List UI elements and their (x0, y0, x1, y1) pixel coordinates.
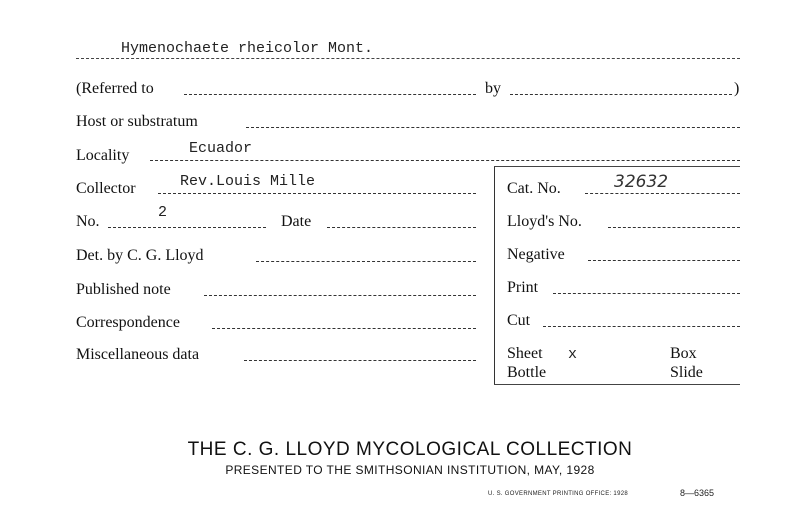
no-label: No. (76, 213, 100, 230)
cut-field[interactable] (543, 326, 740, 327)
collector-value: Rev.Louis Mille (180, 173, 316, 190)
host-field[interactable] (246, 127, 740, 128)
no-value: 2 (158, 204, 168, 221)
catalog-box-bottom-border (494, 384, 740, 385)
sheet-label: Sheet (507, 345, 543, 362)
print-field[interactable] (553, 293, 740, 294)
locality-label: Locality (76, 147, 130, 164)
specimen-name: Hymenochaete rheicolor Mont. (121, 40, 374, 57)
collection-title: THE C. G. LLOYD MYCOLOGICAL COLLECTION (187, 439, 633, 460)
cut-label: Cut (507, 312, 531, 329)
host-label: Host or substratum (76, 113, 198, 130)
bottle-label: Bottle (507, 364, 547, 381)
collector-field[interactable] (158, 193, 476, 194)
catalog-box-top-border (494, 166, 740, 167)
published-note-field[interactable] (204, 295, 476, 296)
slide-label: Slide (670, 364, 703, 381)
date-field[interactable] (327, 227, 476, 228)
date-label: Date (281, 213, 312, 230)
cat-no-value: 32632 (614, 172, 669, 192)
locality-value: Ecuador (189, 140, 253, 157)
cat-no-field[interactable] (585, 193, 740, 194)
form-number: 8—6365 (680, 488, 715, 498)
negative-field[interactable] (588, 260, 740, 261)
referred-to-field[interactable] (184, 94, 476, 95)
misc-data-field[interactable] (244, 360, 476, 361)
det-by-field[interactable] (256, 261, 476, 262)
print-label: Print (507, 279, 539, 296)
collector-label: Collector (76, 180, 136, 197)
published-note-label: Published note (76, 281, 171, 298)
correspondence-label: Correspondence (76, 314, 180, 331)
box-label: Box (670, 345, 697, 362)
collection-subtitle: PRESENTED TO THE SMITHSONIAN INSTITUTION, MAY, 1928 (225, 463, 595, 477)
by-label: by (485, 80, 501, 97)
specimen-name-underline (76, 58, 740, 59)
lloyds-no-field[interactable] (608, 227, 740, 228)
close-paren: ) (734, 80, 740, 97)
lloyds-no-label: Lloyd's No. (507, 213, 582, 230)
negative-label: Negative (507, 246, 565, 263)
catalog-box-left-border (494, 166, 495, 384)
correspondence-field[interactable] (212, 328, 476, 329)
printing-office-note: U. S. GOVERNMENT PRINTING OFFICE: 1928 (488, 491, 628, 497)
locality-field[interactable] (150, 160, 740, 161)
sheet-mark: x (568, 346, 578, 363)
no-field[interactable] (108, 227, 266, 228)
cat-no-label: Cat. No. (507, 180, 561, 197)
det-by-label: Det. by C. G. Lloyd (76, 247, 204, 264)
by-field[interactable] (510, 94, 732, 95)
misc-data-label: Miscellaneous data (76, 346, 200, 363)
referred-to-label: (Referred to (76, 80, 154, 97)
